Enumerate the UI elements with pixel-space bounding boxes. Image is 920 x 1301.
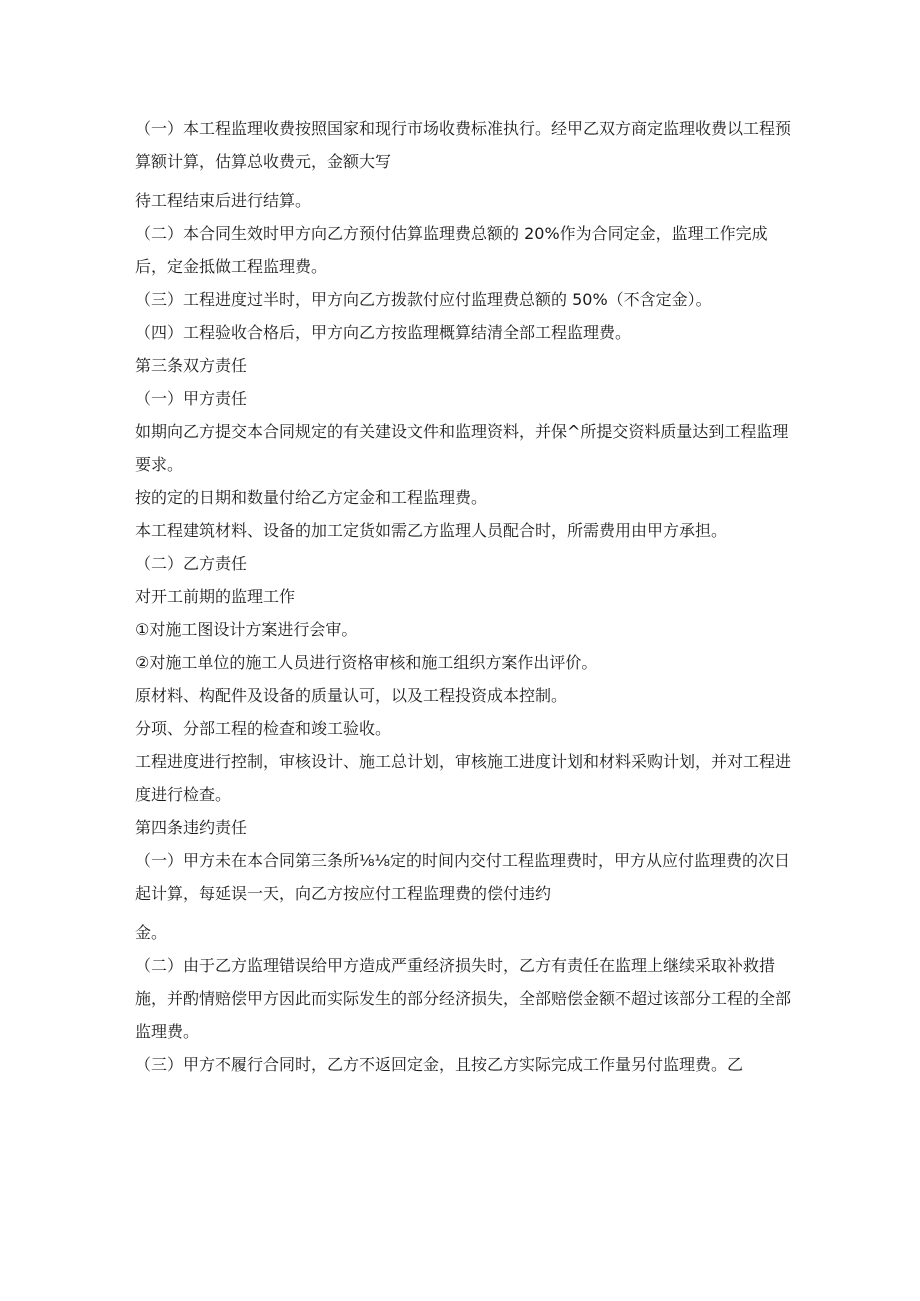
paragraph-party-a-documents: 如期向乙方提交本合同规定的有关建设文件和监理资料，并保^所提交资料质量达到工程监理要求。	[135, 422, 789, 474]
subheading-party-b: （二）乙方责任	[135, 554, 248, 573]
paragraph-supervision-error: （二）由于乙方监理错误给甲方造成严重经济损失时，乙方有责任在监理上继续采取补救措施，并酌情赔偿甲方因此而实际发生的部分经济损失，全部赔偿金额不超过该部分工程的全部监理费。	[135, 956, 792, 1041]
paragraph-materials-quality: 原材料、构配件及设备的质量认可，以及工程投资成本控制。	[135, 686, 568, 705]
document-body	[135, 112, 795, 1081]
paragraph-fee-standard: （一）本工程监理收费按照国家和现行市场收费标准执行。经甲乙双方商定监理收费以工程预算额计算，估算总收费元，金额大写	[135, 119, 792, 171]
paragraph-late-payment: （一）甲方未在本合同第三条所⅛⅛定的时间内交付工程监理费时，甲方从应付监理费的次日起计算，每延误一天，向乙方按应付工程监理费的偿付违约	[135, 851, 791, 903]
list-item-qualification-review: ②对施工单位的施工人员进行资格审核和施工组织方案作出评价。	[135, 653, 598, 672]
list-item-design-review: ①对施工图设计方案进行会审。	[135, 620, 358, 639]
paragraph-settlement: 待工程结束后进行结算。	[135, 191, 312, 210]
paragraph-party-a-payment: 按的定的日期和数量付给乙方定金和工程监理费。	[135, 488, 488, 507]
paragraph-deposit: （二）本合同生效时甲方向乙方预付估算监理费总额的 20%作为合同定金，监理工作完成后，定金抵做工程监理费。	[135, 224, 768, 276]
paragraph-pre-construction: 对开工前期的监理工作	[135, 587, 296, 606]
section-heading-article-4: 第四条违约责任	[135, 818, 248, 837]
section-heading-article-3: 第三条双方责任	[135, 356, 248, 375]
paragraph-acceptance: （四）工程验收合格后，甲方向乙方按监理概算结清全部工程监理费。	[135, 323, 632, 342]
paragraph-inspection: 分项、分部工程的检查和竣工验收。	[135, 719, 392, 738]
paragraph-non-performance: （三）甲方不履行合同时，乙方不返回定金，且按乙方实际完成工作量另付监理费。乙	[135, 1055, 744, 1074]
paragraph-half-progress: （三）工程进度过半时，甲方向乙方拨款付应付监理费总额的 50%（不含定金）。	[135, 290, 712, 309]
paragraph-progress-control: 工程进度进行控制，审核设计、施工总计划，审核施工进度计划和材料采购计划，并对工程进度进行检查。	[135, 752, 792, 804]
paragraph-party-a-costs: 本工程建筑材料、设备的加工定货如需乙方监理人员配合时，所需费用由甲方承担。	[135, 521, 728, 540]
paragraph-late-payment-end: 金。	[135, 923, 168, 942]
subheading-party-a: （一）甲方责任	[135, 389, 248, 408]
